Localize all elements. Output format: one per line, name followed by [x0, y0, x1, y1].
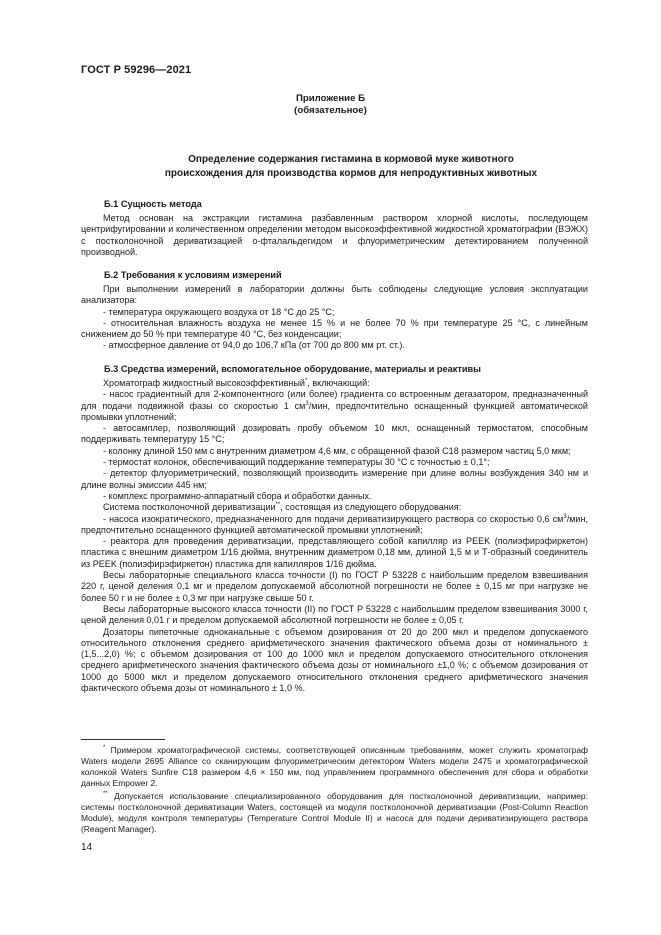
unit-superscript: 3 — [305, 400, 309, 407]
section-b1-text — [81, 213, 588, 258]
method-paragraph: Метод основан на экстракции гистамина разбавленным раствором хлорной кислоты, последующем центрифугировании и количественном определении методом высокоэффективной жидкостной хроматографии (ВЭЖХ) с постколоночной дериватизацией о-фталальдегидом и флуориметрическим детектированием полученной производной. — [81, 213, 588, 257]
section-b2-heading: Б.2 Требования к условиям измерений — [104, 270, 282, 280]
deriv-pump-tail: /мин, предпочтительно оснащенного функцией автоматической промывки уплотнений; — [81, 513, 588, 535]
title-line-2: происхождения для производства кормов для непродуктивных животных — [164, 167, 538, 179]
page-number: 14 — [81, 842, 93, 853]
equipment-item — [81, 514, 588, 537]
conditions-intro: При выполнении измерений в лаборатории должны быть соблюдены следующие условия эксплуатации анализатора: — [81, 284, 588, 306]
deriv-intro-tail: , состоящая из следующего оборудования: — [280, 502, 462, 513]
footnotes — [81, 745, 588, 835]
appendix-status: (обязательное) — [294, 105, 367, 116]
footnote-2 — [81, 791, 588, 835]
equipment-item: - комплекс программно-аппаратный сбора и обработки данных. — [103, 490, 372, 501]
scales-paragraph: Весы лабораторные специального класса точности (I) по ГОСТ Р 53228 с наибольшим пределом взвешивания 220 г, ценой деления 0,1 мг и пределом допускаемой абсолютной погрешности не более ± 0,15 мг при нагрузке не более 50 г и не более ± 0,3 мг при нагрузке свыше 50 г. — [81, 570, 588, 603]
footnote-ref-1: * — [304, 377, 308, 384]
pump-text: - насос градиентный для 2-компонентного (или более) градиента со встроенным дегазатором, предназначенный для подачи подвижной фазы со скоростью 1 см — [81, 389, 588, 411]
condition-item: - атмосферное давление от 94,0 до 106,7 кПа (от 700 до 800 мм рт. ст.). — [103, 340, 405, 351]
hplc-intro-text: Хроматограф жидкостный высокоэффективный — [103, 378, 305, 388]
document-header: ГОСТ Р 59296—2021 — [81, 64, 192, 76]
hplc-intro-tail: , включающий: — [307, 378, 370, 388]
footnote-separator — [81, 739, 165, 740]
dispensers-paragraph: Дозаторы пипеточные одноканальные с объемом дозирования от 20 до 200 мкл и пределом допускаемого относительного отклонения среднего арифметического значения фактического объема дозы от номинального ± (1,5...2,0) %; с объемом дозирования от 100 до 1000 мкл и пределом допускаемого относительного отклонения среднего арифметического значения фактического объема дозы от номинального ±1,0 %; с объемом дозирования от 1000 до 5000 мкл и пределом допускаемого относительного отклонения среднего арифметического значения фактического объема дозы от номинального ± 1,0 %. — [81, 626, 588, 694]
section-b2-text — [81, 284, 588, 352]
title-line-1: Определение содержания гистамина в кормовой муке животного — [188, 154, 514, 165]
equipment-item: - автосамплер, позволяющий дозировать пробу объемом 10 мкл, оснащенный термостатом, способным поддерживать температуру 15 °С; — [81, 423, 588, 445]
equipment-item: - реактора для проведения дериватизации, представляющего собой капилляр из PEEK (полиэфирэфиркетон) пластика с внешним диаметром 1/16 дюйма, внутренним диаметром 0,18 мм, длиной 1,5 м и Т-образный соединитель из PEEK (полиэфирэфиркетон) пластика для капилляров 1/16 дюйма. — [81, 536, 588, 569]
equipment-item — [81, 389, 588, 423]
unit-superscript: 3 — [563, 513, 567, 520]
appendix-label: Приложение Б — [296, 93, 365, 104]
derivatization-intro — [81, 502, 588, 513]
footnote-ref-2: ** — [275, 502, 281, 509]
footnote-1 — [81, 745, 588, 789]
section-b3-heading: Б.3 Средства измерений, вспомогательное оборудование, материалы и реактивы — [104, 364, 481, 374]
footnote-2-text: Допускается использование специализированного оборудования для постколоночной дериватизации, например: системы постколоночной дериватизации Waters, состоящей из модуля постколоночной дериватизации (Post-Column Reaction Module), модуля контроля температуры (Temperature Control Module II) и насоса для подачи дериватизирующего раствора (Reagent Manager). — [81, 791, 588, 834]
scales-paragraph: Весы лабораторные высокого класса точности (II) по ГОСТ Р 53228 с наибольшим пределом взвешивания 3000 г, ценой деления 0,01 г и пределом допускаемой абсолютной погрешности не более ± 0,05 г. — [81, 603, 588, 626]
equipment-item: - колонку длиной 150 мм с внутренним диаметром 4,6 мм, с обращенной фазой С18 размером частиц 5,0 мкм; — [103, 445, 571, 456]
pump-text-tail: /мин, предпочтительно оснащенный функцией автоматической промывки уплотнений; — [81, 400, 588, 422]
hplc-intro — [81, 378, 588, 389]
footnote-mark: * — [103, 745, 106, 752]
condition-item: - температура окружающего воздуха от 18 °С до 25 °С; — [103, 306, 335, 317]
section-b1-heading: Б.1 Сущность метода — [104, 199, 202, 209]
deriv-pump-text: - насоса изократического, предназначенного для подачи дериватизирующего раствора со скоростью 0,6 см — [103, 513, 564, 524]
appendix-title — [120, 153, 582, 180]
deriv-intro-text: Система постколоночной дериватизации — [103, 502, 276, 513]
section-b3-text — [81, 378, 588, 694]
equipment-item: - термостат колонок, обеспечивающий поддержание температуры 30 °С с точностью ± 0,1°; — [103, 457, 490, 468]
footnote-mark: ** — [103, 791, 108, 798]
footnote-1-text: Примером хроматографической системы, соответствующей описанным требованиям, может служить хроматограф Waters модели 2695 Alliance со сканирующим флуориметрическим детектором Waters модели 2475 и хроматографической колонкой Waters Sunfire C18 размером 4,6 × 150 мм, под управлением программного обеспечения для сбора и обработки данных Empower 2. — [81, 745, 588, 788]
equipment-item: - детектор флуориметрический, позволяющий производить измерение при длине волны возбуждения 340 нм и длине волны эмиссии 445 нм; — [81, 468, 588, 490]
condition-item: - относительная влажность воздуха не менее 15 % и не более 70 % при температуре 25 °С, с линейным снижением до 50 % при температуре 40 °С, без конденсации; — [81, 317, 588, 340]
